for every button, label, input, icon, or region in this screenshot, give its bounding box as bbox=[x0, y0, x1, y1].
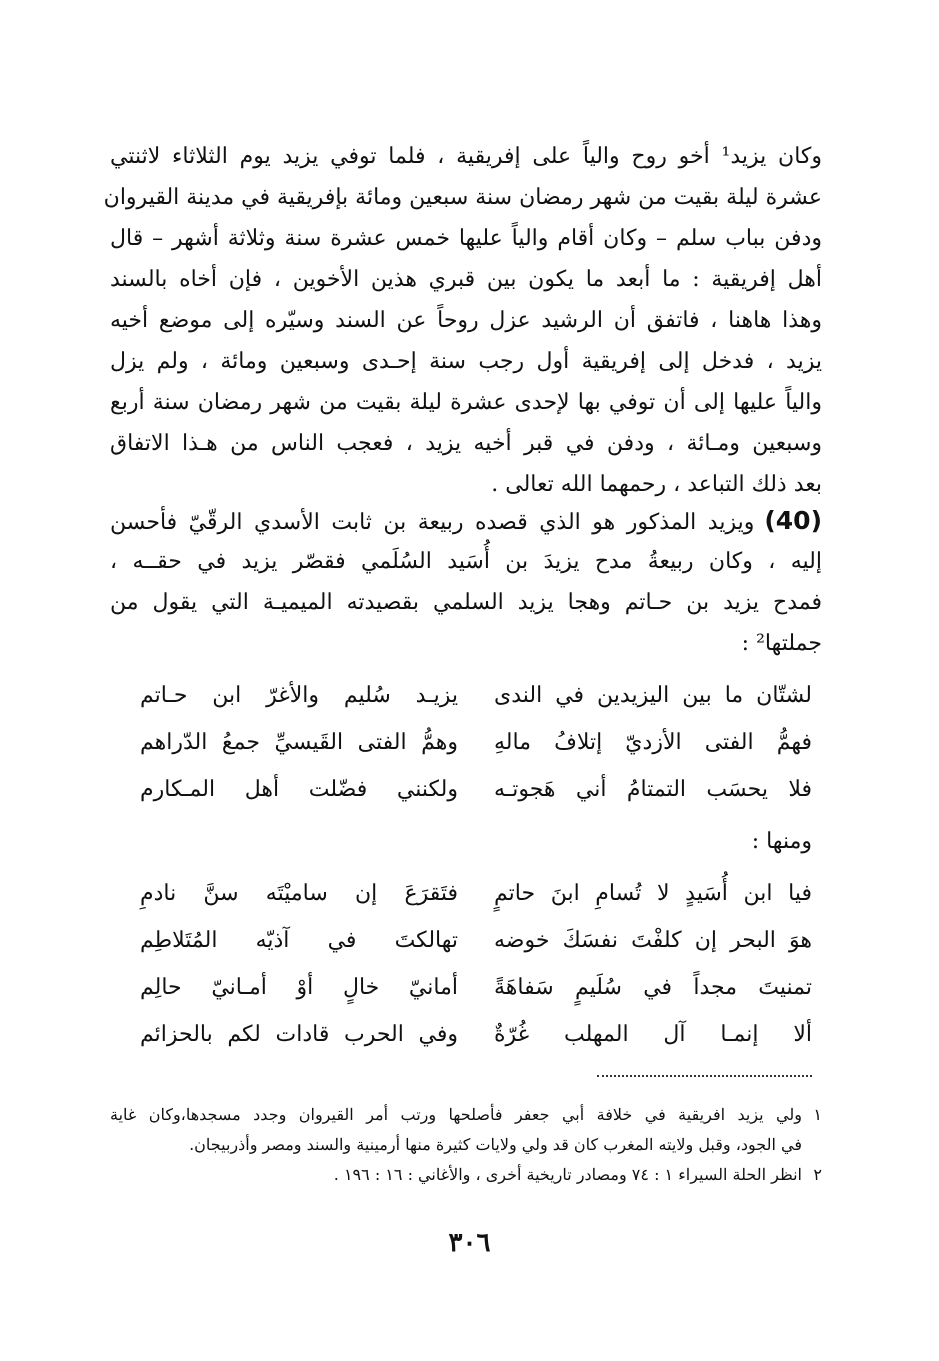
poem-continuation-label: ومنها : bbox=[751, 829, 812, 854]
poem-verse bbox=[140, 870, 812, 917]
poem-verse bbox=[140, 964, 812, 1011]
text-line: أهل إفريقية : ما أبعد ما يكون بين قبري هذين الأخوين ، فإن أخاه بالسند bbox=[110, 267, 822, 292]
text-line: وكان يزيد¹ أخو روح والياً على إفريقية ، فلما توفي يزيد يوم الثلاثاء لاثنتي bbox=[110, 144, 822, 169]
verse-second-hemistich: فتَقرَعَ إن ساميْتَه سنَّ نادمِ bbox=[140, 881, 458, 906]
page-number: ٣٠٦ bbox=[448, 1228, 491, 1258]
poem-verse bbox=[140, 917, 812, 964]
verse-first-hemistich: هوَ البحر إن كلفْتَ نفسَكَ خوضه bbox=[494, 928, 812, 953]
verse-second-hemistich: أمانيّ خالٍ أوْ أمـانيّ حالِم bbox=[140, 975, 458, 1000]
poem-verses-1 bbox=[140, 672, 812, 813]
entry-number-marker: (40) bbox=[764, 506, 822, 535]
footnote-number: ٢ bbox=[813, 1165, 822, 1184]
verse-first-hemistich: فلا يحسَب التمتامُ أني هَجوتـه bbox=[494, 777, 812, 802]
footnotes bbox=[110, 1100, 822, 1190]
verse-second-hemistich: وفي الحرب قادات لكم بالحزائم bbox=[140, 1022, 458, 1047]
verse-first-hemistich: ألا إنمـا آل المهلب غُرّةٌ bbox=[494, 1022, 812, 1047]
text-line: إليه ، وكان ربيعةُ مدح يزيدَ بن أُسَيد السُلَمي فقصّر يزيد في حقــه ، bbox=[110, 549, 822, 574]
verse-second-hemistich: يزيـد سُليم والأغرّ ابن حـاتم bbox=[140, 683, 458, 708]
verse-second-hemistich: ولكنني فضّلت أهل المـكارم bbox=[140, 777, 458, 802]
poem-verse bbox=[140, 672, 812, 719]
footnote-text: انظر الحلة السيراء ١ : ٧٤ ومصادر تاريخية أخرى ، والأغاني : ١٦ : ١٩٦ . bbox=[333, 1165, 802, 1184]
verse-first-hemistich: لشتّان ما بين اليزيدين في الندى bbox=[494, 683, 812, 708]
paragraph-1 bbox=[103, 136, 822, 505]
footnote-separator bbox=[597, 1075, 812, 1077]
footnote-2 bbox=[110, 1160, 822, 1190]
footnote-number: ١ bbox=[813, 1105, 822, 1124]
footnote-1 bbox=[110, 1100, 822, 1130]
paragraph-2 bbox=[110, 500, 822, 664]
text-line: وهذا هاهنا ، فاتفق أن الرشيد عزل روحاً عن السند وسيّره إلى موضع أخيه bbox=[110, 308, 822, 333]
poem-verses-2 bbox=[140, 870, 812, 1058]
text-line: جملتها² : bbox=[741, 631, 822, 656]
poem-verse bbox=[140, 719, 812, 766]
footnote-1-continuation: في الجود، وقبل ولايته المغرب كان قد ولي ولايات كثيرة منها أرمينية والسند ومصر وأذربيجان. bbox=[189, 1135, 802, 1154]
verse-first-hemistich: فهمُّ الفتى الأزديّ إتلافُ مالهِ bbox=[494, 730, 812, 755]
text-line: ويزيد المذكور هو الذي قصده ربيعة بن ثابت الأسدي الرقّيّ فأحسن bbox=[110, 510, 755, 535]
verse-second-hemistich: وهمُّ الفتى القَيسيِّ جمعُ الدّراهم bbox=[140, 730, 458, 755]
text-line: عشرة ليلة بقيت من شهر رمضان سنة سبعين ومائة بإفريقية في مدينة القيروان bbox=[103, 185, 822, 210]
poem-verse bbox=[140, 766, 812, 813]
text-line: يزيد ، فدخل إلى إفريقية أول رجب سنة إحـدى وسبعين ومائة ، ولم يزل bbox=[110, 349, 822, 374]
text-line-with-marker bbox=[110, 500, 822, 541]
text-line: ودفن بباب سلم – وكان أقام والياً عليها خمس عشرة سنة وثلاثة أشهر – قال bbox=[110, 226, 822, 251]
text-line: فمدح يزيد بن حـاتم وهجا يزيد السلمي بقصيدته الميميـة التي يقول من bbox=[110, 590, 822, 615]
text-line: بعد ذلك التباعد ، رحمهما الله تعالى . bbox=[491, 472, 822, 497]
poem-verse bbox=[140, 1011, 812, 1058]
text-line: والياً عليها إلى أن توفي بها لإحدى عشرة ليلة بقيت من شهر رمضان سنة أربع bbox=[110, 390, 822, 415]
verse-second-hemistich: تهالكتَ في آذيّه المُتَلاطِم bbox=[140, 928, 458, 953]
footnote-text: ولي يزيد افريقية في خلافة أبي جعفر فأصلحها ورتب أمر القيروان وجدد مسجدها،وكان غاية bbox=[110, 1105, 802, 1124]
verse-first-hemistich: فيا ابن أُسَيدٍ لا تُسامِ ابنَ حاتمٍ bbox=[494, 881, 812, 906]
verse-first-hemistich: تمنيتَ مجداً في سُلَيمٍ سَفاهَةً bbox=[494, 975, 812, 1000]
text-line: وسبعين ومـائة ، ودفن في قبر أخيه يزيد ، فعجب الناس من هـذا الاتفاق bbox=[110, 431, 822, 456]
